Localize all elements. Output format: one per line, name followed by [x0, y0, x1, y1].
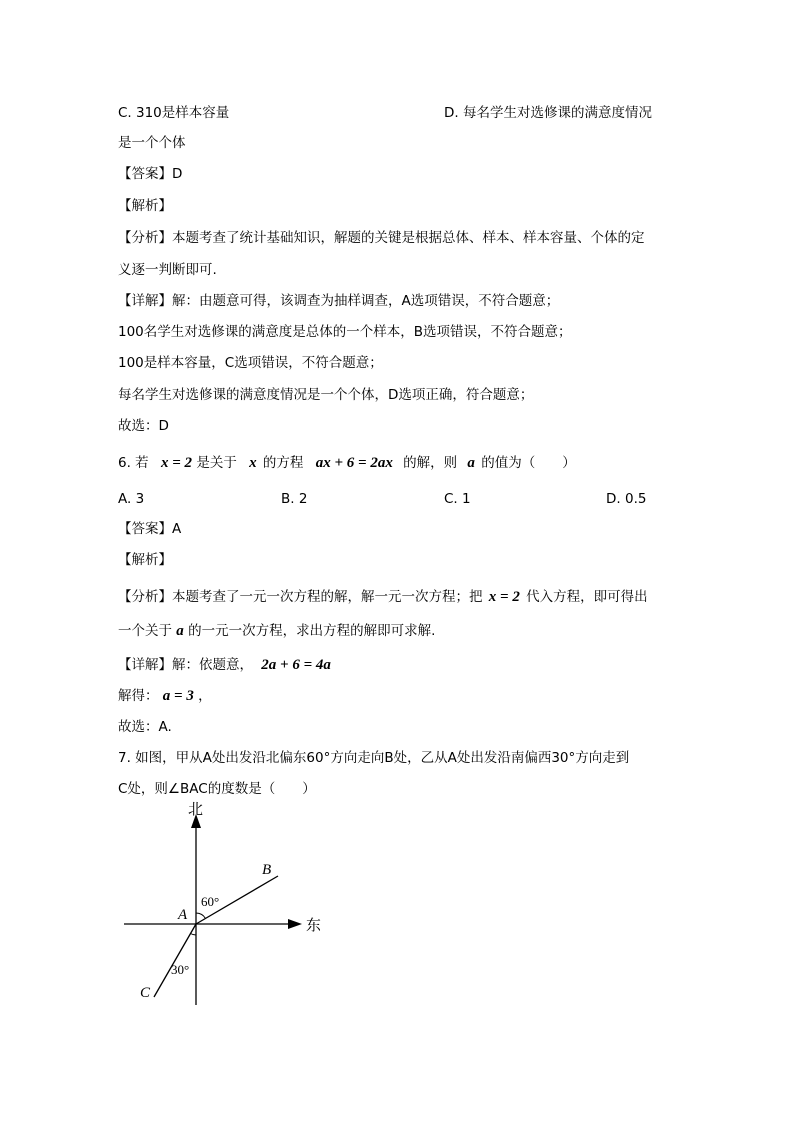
math-solution: a = 3: [162, 688, 194, 704]
angle-arc-30: [191, 934, 197, 936]
q6-prefix: 6. 若: [118, 455, 149, 471]
solve-q6: [118, 686, 212, 706]
q6-text-mid3: 的解，则: [403, 455, 458, 471]
math-var-x: x: [249, 455, 257, 471]
q6-text-mid2: 的方程: [262, 455, 304, 471]
analysis-q6-text-c: 一个关于: [118, 623, 172, 639]
question-7-line2: C处，则∠BAC的度数是（ ）: [118, 781, 316, 797]
math-equation: ax + 6 = 2ax: [315, 455, 393, 471]
math-x-eq-2: x = 2: [160, 455, 193, 471]
option-d: D. 每名学生对选修课的满意度情况: [444, 105, 652, 121]
analysis-q6-line2: [118, 621, 435, 641]
ray-ac: [154, 924, 196, 997]
label-angle-60: 60°: [201, 894, 220, 909]
math-detail-equation: 2a + 6 = 4a: [261, 657, 331, 673]
label-north: 北: [188, 802, 204, 818]
direction-figure: [110, 800, 340, 1015]
question-6-stem: [118, 453, 576, 473]
label-angle-30: 30°: [171, 962, 190, 977]
q6-text-mid1: 是关于: [196, 455, 237, 471]
analysis-q5-line2: 义逐一判断即可.: [118, 262, 217, 278]
q6-text-suffix: 的值为（ ）: [481, 455, 576, 471]
analysis-q5-line1: 【分析】本题考查了统计基础知识，解题的关键是根据总体、样本、样本容量、个体的定: [118, 230, 645, 246]
option-c: C. 310是样本容量: [118, 105, 230, 121]
detail-q5-line2: 100名学生对选修课的满意度是总体的一个样本，B选项错误，不符合题意；: [118, 324, 572, 340]
math-x-eq-2-inline: x = 2: [488, 589, 520, 605]
option-d-continued: 是一个个体: [118, 135, 186, 151]
analysis-q6-text-a: 【分析】本题考查了一元一次方程的解，解一元一次方程；把: [118, 589, 483, 605]
answer-q6: 【答案】A: [118, 521, 182, 537]
analysis-label-q6: 【解析】: [118, 552, 172, 568]
analysis-q6-text-d: 的一元一次方程，求出方程的解即可求解.: [188, 623, 436, 639]
answer-q5: 【答案】D: [118, 166, 183, 182]
detail-q6: [118, 655, 331, 675]
analysis-q6-text-b: 代入方程，即可得出: [526, 589, 648, 605]
math-var-a: a: [467, 455, 475, 471]
solve-q6-comma: ，: [198, 688, 212, 704]
math-a-inline: a: [176, 623, 184, 639]
label-point-b: B: [262, 862, 272, 878]
q6-option-d: D. 0.5: [606, 491, 647, 507]
question-7-line1: 7. 如图，甲从A处出发沿北偏东60°方向走向B处，乙从A处出发沿南偏西30°方向走到: [118, 750, 630, 766]
q6-option-b: B. 2: [281, 491, 308, 507]
analysis-label-q5: 【解析】: [118, 198, 172, 214]
detail-q5-line3: 100是样本容量，C选项错误，不符合题意；: [118, 355, 383, 371]
solve-q6-text: 解得：: [118, 688, 159, 704]
detail-q6-text: 【详解】解：依题意，: [118, 657, 253, 673]
detail-q5-line4: 每名学生对选修课的满意度情况是一个个体，D选项正确，符合题意；: [118, 387, 534, 403]
analysis-q6-line1: [118, 587, 648, 607]
label-east: 东: [306, 918, 322, 934]
label-point-a: A: [178, 907, 188, 923]
choose-q5: 故选：D: [118, 418, 169, 434]
q6-option-c: C. 1: [444, 491, 471, 507]
q6-option-a: A. 3: [118, 491, 145, 507]
east-arrowhead: [288, 919, 302, 929]
choose-q6: 故选：A.: [118, 719, 172, 735]
angle-arc-60: [196, 913, 206, 919]
detail-q5-line1: 【详解】解：由题意可得，该调查为抽样调查，A选项错误，不符合题意；: [118, 293, 560, 309]
label-point-c: C: [140, 985, 151, 1001]
